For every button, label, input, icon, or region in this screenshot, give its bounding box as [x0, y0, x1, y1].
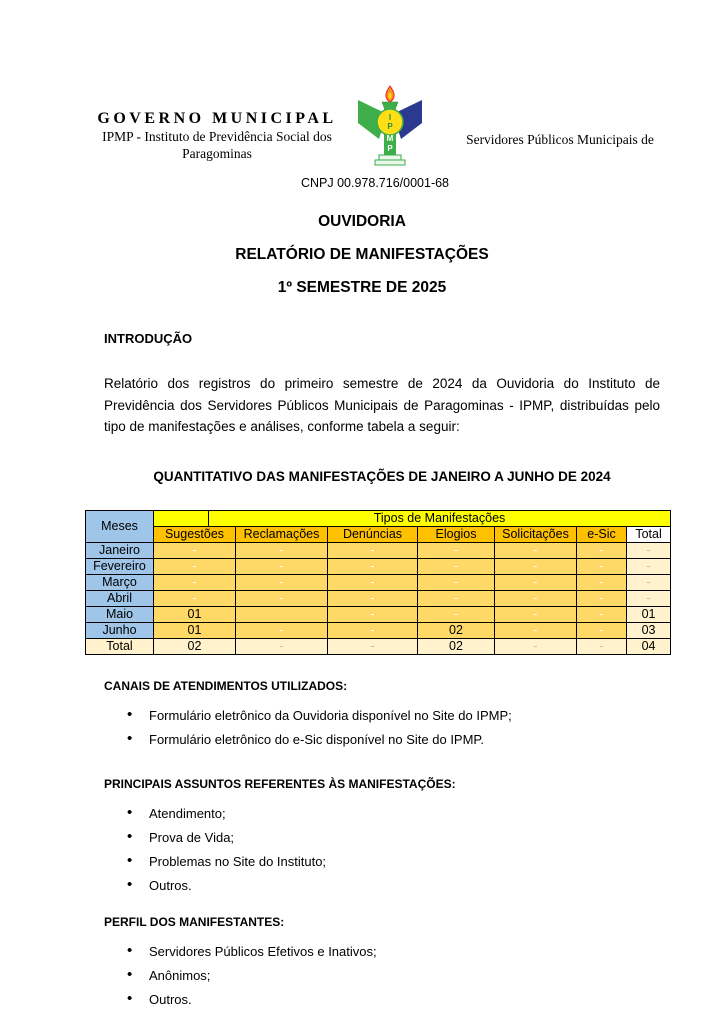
value-cell: - [418, 558, 495, 574]
table-row [86, 558, 671, 574]
value-cell: - [236, 542, 328, 558]
column-header-denuncias: Denúncias [328, 526, 418, 542]
value-cell: - [577, 638, 627, 654]
table-body [86, 542, 671, 654]
list-item: • Prova de Vida; [127, 831, 660, 845]
table-row [86, 622, 671, 638]
logo-letter-p2: P [387, 144, 393, 153]
value-cell: - [495, 574, 577, 590]
list-item: • Problemas no Site do Instituto; [127, 855, 660, 869]
value-cell: - [154, 558, 236, 574]
value-cell: - [236, 622, 328, 638]
logo-base-step1 [379, 155, 401, 160]
table-row [86, 606, 671, 622]
value-cell: - [328, 558, 418, 574]
value-cell: - [495, 590, 577, 606]
month-cell: Janeiro [86, 542, 154, 558]
table-corner-header: Meses [86, 510, 154, 542]
list-item: • Formulário eletrônico do e-Sic disponível no Site do IPMP. [127, 733, 660, 747]
value-cell: 03 [627, 622, 671, 638]
section-perfil [104, 915, 660, 1007]
list-item: • Outros. [127, 993, 660, 1007]
month-cell: Maio [86, 606, 154, 622]
value-cell: - [577, 590, 627, 606]
list-item: • Outros. [127, 879, 660, 893]
month-cell: Junho [86, 622, 154, 638]
institute-name-line1: IPMP - Instituto de Previdência Social dos [102, 129, 332, 144]
value-cell: 02 [154, 638, 236, 654]
logo-base-step2 [375, 160, 405, 165]
section-assuntos-heading: PRINCIPAIS ASSUNTOS REFERENTES ÀS MANIFESTAÇÕES: [104, 776, 456, 791]
value-cell: 04 [627, 638, 671, 654]
value-cell: - [418, 574, 495, 590]
value-cell: - [495, 558, 577, 574]
institute-name-line2: Paragominas [182, 146, 252, 161]
list-item: • Atendimento; [127, 807, 660, 821]
value-cell: 01 [154, 622, 236, 638]
value-cell: - [495, 542, 577, 558]
section-canais-list [104, 709, 660, 747]
logo-letter-p1: P [387, 122, 393, 131]
value-cell: - [154, 542, 236, 558]
manifestations-table [85, 510, 671, 655]
column-header-esic: e-Sic [577, 526, 627, 542]
list-item: • Formulário eletrônico da Ouvidoria disponível no Site do IPMP; [127, 709, 660, 723]
value-cell: - [577, 574, 627, 590]
section-canais [104, 679, 660, 747]
value-cell: - [236, 638, 328, 654]
value-cell: - [328, 574, 418, 590]
list-item: • Servidores Públicos Efetivos e Inativos; [127, 945, 660, 959]
value-cell: 02 [418, 622, 495, 638]
letterhead-right-text: Servidores Públicos Municipais de [466, 132, 654, 147]
value-cell: - [328, 606, 418, 622]
value-cell: - [627, 574, 671, 590]
month-cell: Total [86, 638, 154, 654]
section-perfil-list [104, 945, 660, 1007]
value-cell: 01 [627, 606, 671, 622]
value-cell: - [577, 622, 627, 638]
table-title: QUANTITATIVO DAS MANIFESTAÇÕES DE JANEIRO A JUNHO DE 2024 [153, 468, 611, 484]
value-cell: - [577, 542, 627, 558]
value-cell: - [627, 590, 671, 606]
value-cell: - [495, 638, 577, 654]
value-cell: - [236, 558, 328, 574]
value-cell: - [236, 574, 328, 590]
value-cell: - [495, 622, 577, 638]
value-cell: - [154, 574, 236, 590]
column-header-reclamacoes: Reclamações [236, 526, 328, 542]
value-cell: - [328, 638, 418, 654]
column-header-total: Total [627, 526, 671, 542]
section-perfil-heading: PERFIL DOS MANIFESTANTES: [104, 914, 285, 929]
value-cell: - [418, 590, 495, 606]
month-cell: Abril [86, 590, 154, 606]
value-cell: - [154, 590, 236, 606]
report-title-line2: RELATÓRIO DE MANIFESTAÇÕES [235, 246, 489, 263]
cnpj-text: CNPJ 00.978.716/0001-68 [300, 176, 450, 190]
value-cell [236, 606, 328, 622]
report-title-block [0, 213, 724, 297]
table-row [86, 590, 671, 606]
section-assuntos [104, 777, 660, 893]
value-cell: - [495, 606, 577, 622]
table-header-row-types [86, 526, 671, 542]
ipmp-logo [351, 85, 429, 171]
column-header-sugestoes: Sugestões [154, 526, 236, 542]
report-title-line1: OUVIDORIA [318, 213, 406, 230]
value-cell: - [577, 558, 627, 574]
value-cell: - [577, 606, 627, 622]
value-cell: - [418, 606, 495, 622]
value-cell: 02 [418, 638, 495, 654]
value-cell: - [328, 542, 418, 558]
letterhead [0, 0, 724, 171]
list-item: • Anônimos; [127, 969, 660, 983]
value-cell: - [236, 590, 328, 606]
government-title: GOVERNO MUNICIPAL [97, 110, 337, 127]
month-cell: Fevereiro [86, 558, 154, 574]
value-cell: - [627, 542, 671, 558]
report-sections [0, 679, 724, 1007]
value-cell: - [328, 590, 418, 606]
value-cell: - [328, 622, 418, 638]
intro-heading: INTRODUÇÃO [104, 331, 193, 346]
table-row-total [86, 638, 671, 654]
table-header-row-group [86, 510, 671, 526]
yellow-spacer-cell [154, 510, 209, 526]
table-row [86, 574, 671, 590]
section-assuntos-list [104, 807, 660, 893]
logo-letter-i: I [388, 113, 392, 122]
month-cell: Março [86, 574, 154, 590]
intro-paragraph: Relatório dos registros do primeiro semestre de 2024 da Ouvidoria do Instituto de Previdência dos Servidores Públicos Municipais de Paragominas - IPMP, distribuídas pelo tipo de manifestações e análises, conforme tabela a seguir: [104, 376, 660, 434]
column-header-elogios: Elogios [418, 526, 495, 542]
logo-letter-m: M [386, 134, 394, 143]
value-cell: - [418, 542, 495, 558]
column-header-solicitacoes: Solicitações [495, 526, 577, 542]
ipmp-torch-logo-icon [351, 85, 429, 171]
report-body [0, 331, 724, 484]
section-canais-heading: CANAIS DE ATENDIMENTOS UTILIZADOS: [104, 678, 348, 693]
value-cell: - [627, 558, 671, 574]
value-cell: 01 [154, 606, 236, 622]
table-group-header: Tipos de Manifestações [209, 510, 671, 526]
letterhead-left [92, 85, 342, 162]
table-row [86, 542, 671, 558]
report-title-line3: 1º SEMESTRE DE 2025 [277, 279, 447, 296]
